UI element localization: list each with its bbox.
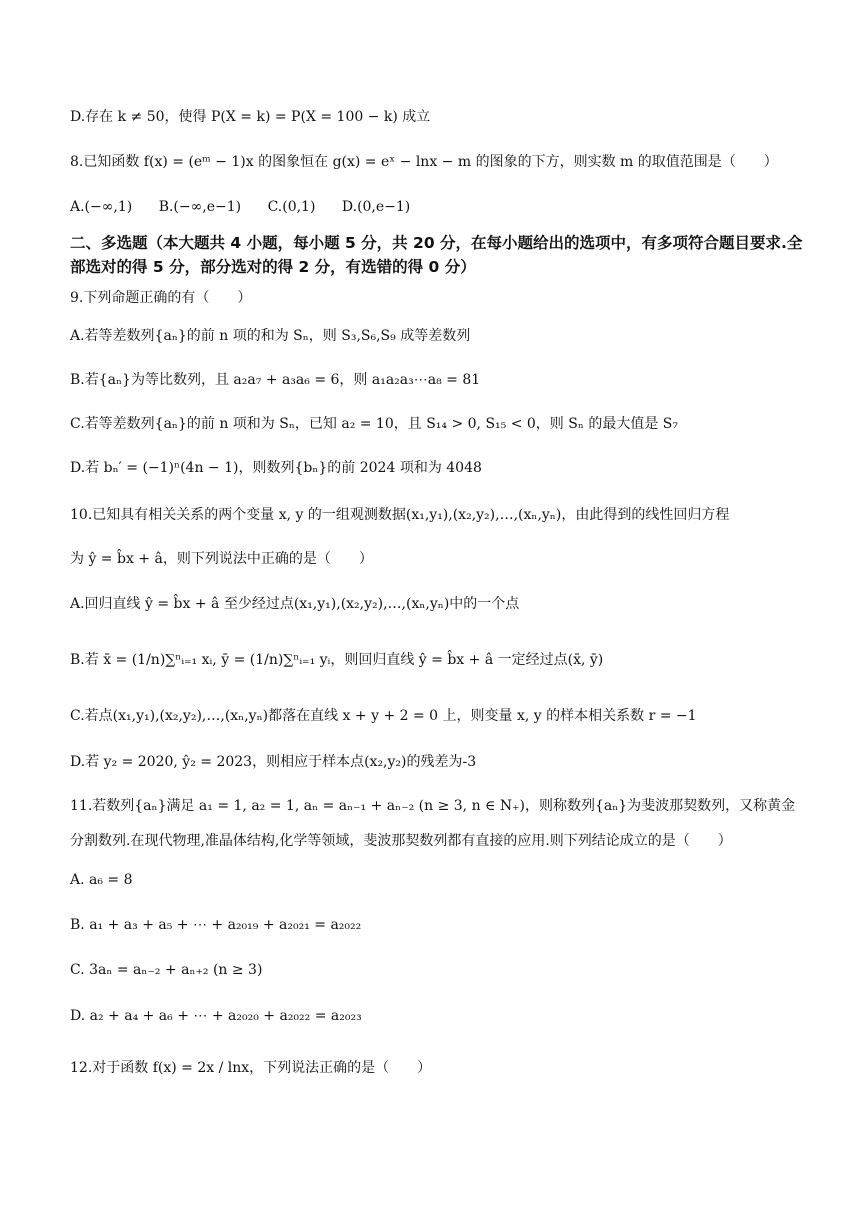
q8-option-b: B.(−∞,e−1) [158, 199, 242, 215]
q10-option-b: B.若 x̄ = (1/n)∑ⁿᵢ₌₁ xᵢ, ȳ = (1/n)∑ⁿᵢ₌₁ yᵢ，则回归直线 ŷ = b̂x + â 一定经过点(x̄, ȳ) [70, 652, 604, 668]
q11-stem-line2: 分割数列.在现代物理,准晶体结构,化学等领域，斐波那契数列都有直接的应用.则下列结论成立的是（ ） [70, 833, 732, 849]
q11-option-c: C. 3aₙ = aₙ₋₂ + aₙ₊₂ (n ≥ 3) [70, 962, 263, 978]
q11-stem-line1: 11.若数列{aₙ}满足 a₁ = 1, a₂ = 1, aₙ = aₙ₋₁ + aₙ₋₂ (n ≥ 3, n ∈ N₊)，则称数列{aₙ}为斐波那契数列，又称黄金 [70, 798, 796, 814]
q11-option-a: A. a₆ = 8 [70, 872, 133, 888]
q7-option-d: D.存在 k ≠ 50，使得 P(X = k) = P(X = 100 − k) 成立 [70, 109, 431, 125]
q8-option-c: C.(0,1) [267, 199, 316, 215]
q9-option-c: C.若等差数列{aₙ}的前 n 项和为 Sₙ，已知 a₂ = 10，且 S₁₄ > 0, S₁₅ < 0，则 Sₙ 的最大值是 S₇ [70, 416, 679, 432]
q12-stem: 12.对于函数 f(x) = 2x / lnx，下列说法正确的是（ ） [70, 1060, 432, 1076]
q10-option-c: C.若点(x₁,y₁),(x₂,y₂),…,(xₙ,yₙ)都落在直线 x + y + 2 = 0 上，则变量 x, y 的样本相关系数 r = −1 [70, 708, 697, 724]
q9-option-d: D.若 bₙ′ = (−1)ⁿ(4n − 1)，则数列{bₙ}的前 2024 项和为 4048 [70, 460, 482, 476]
q9-option-b: B.若{aₙ}为等比数列，且 a₂a₇ + a₃a₆ = 6，则 a₁a₂a₃⋯a₈ = 81 [70, 372, 481, 388]
q9-stem: 9.下列命题正确的有（ ） [70, 290, 252, 306]
q11-option-b: B. a₁ + a₃ + a₅ + ⋯ + a₂₀₁₉ + a₂₀₂₁ = a₂₀₂₂ [70, 917, 362, 933]
q9-option-a: A.若等差数列{aₙ}的前 n 项的和为 Sₙ，则 S₃,S₆,S₉ 成等差数列 [70, 328, 471, 344]
q10-stem-line1: 10.已知具有相关关系的两个变量 x, y 的一组观测数据(x₁,y₁),(x₂,y₂),…,(xₙ,yₙ)，由此得到的线性回归方程 [70, 507, 730, 523]
q11-option-d: D. a₂ + a₄ + a₆ + ⋯ + a₂₀₂₀ + a₂₀₂₂ = a₂₀₂₃ [70, 1008, 362, 1024]
section-heading-multiple-choice: 二、多选题（本大题共 4 小题，每小题 5 分，共 20 分，在每小题给出的选项中，有多项符合题目要求.全部选对的得 5 分，部分选对的得 2 分，有选错的得 0 分） [70, 234, 803, 276]
q10-option-d: D.若 y₂ = 2020, ŷ₂ = 2023，则相应于样本点(x₂,y₂)的残差为-3 [70, 754, 477, 770]
q10-stem-line2: 为 ŷ = b̂x + â，则下列说法中正确的是（ ） [70, 551, 373, 567]
q8-option-a: A.(−∞,1) [70, 199, 133, 215]
q10-option-a: A.回归直线 ŷ = b̂x + â 至少经过点(x₁,y₁),(x₂,y₂),…,(xₙ,yₙ)中的一个点 [70, 596, 520, 612]
q8-stem: 8.已知函数 f(x) = (eᵐ − 1)x 的图象恒在 g(x) = eˣ − lnx − m 的图象的下方，则实数 m 的取值范围是（ ） [70, 154, 778, 170]
q8-options [70, 197, 432, 217]
q8-option-d: D.(0,e−1) [341, 199, 411, 215]
